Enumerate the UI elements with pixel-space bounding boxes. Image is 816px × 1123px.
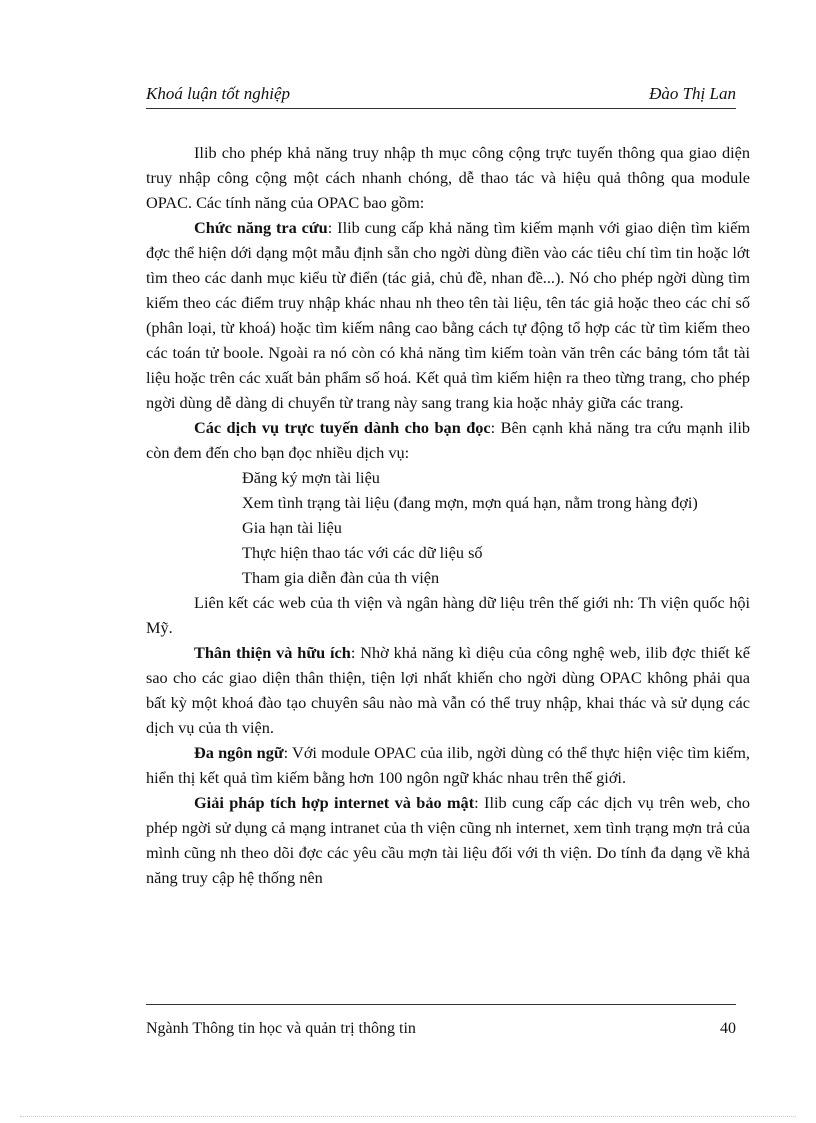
services-text: : Bên cạnh khả năng tra cứu mạnh ilib còn đem đến cho bạn đọc nhiều dịch vụ: [146,418,751,462]
list-item: Gia hạn tài liệu [242,518,342,537]
multilang-text: : Với module OPAC của ilib, ngời dùng có thể thực hiện việc tìm kiếm, hiển thị kết quả tìm kiếm bằng hơn 100 ngôn ngữ khác nhau trên thế giới. [146,743,750,787]
list-item: Đăng ký mợn tài liệu [242,468,380,487]
page-number: 40 [720,1020,736,1037]
links-paragraph: Liên kết các web của th viện và ngân hàng dữ liệu trên thế giới nh: Th viện quốc hội Mỹ. [146,593,750,637]
multilang-paragraph [146,740,750,790]
list-item: Tham gia diễn đàn của th viện [242,568,440,587]
search-term: Chức năng tra cứu [194,218,328,237]
page-bottom-border [20,1116,796,1117]
header-author: Đào Thị Lan [649,84,736,103]
security-paragraph [146,790,750,890]
header-title: Khoá luận tốt nghiệp [146,84,291,103]
intro-paragraph: Ilib cho phép khả năng truy nhập th mục công cộng trực tuyến thông qua giao diện truy nhập công cộng một cách nhanh chóng, dễ thao tác và hiệu quả thông qua module OPAC. Các tính năng của OPAC bao gồm: [146,143,750,212]
security-text: : Ilib cung cấp các dịch vụ trên web, cho phép ngời sử dụng cả mạng intranet của th viện cũng nh internet, xem tình trạng mợn trả của mình cũng nh theo dõi đợc các yêu cầu mợn tài liệu đối với th viện. Do tính đa dạng về khả năng truy cập hệ thống nên [146,793,750,887]
friendly-paragraph [146,640,750,740]
services-paragraph [146,415,750,465]
multilang-term: Đa ngôn ngữ [194,743,284,762]
services-term: Các dịch vụ trực tuyến dành cho bạn đọc [194,418,491,437]
document-body [146,140,750,890]
friendly-term: Thân thiện và hữu ích [194,643,351,662]
search-paragraph [146,215,750,415]
footer-divider [146,1004,736,1005]
search-text: : Ilib cung cấp khả năng tìm kiếm mạnh với giao diện tìm kiếm đợc thể hiện dới dạng một mẫu định sẵn cho ngời dùng điền vào các tiêu chí tìm tin hoặc lớt tìm theo các danh mục kiểu từ điển (tác giả, chủ đề, nhan đề...). Nó cho phép ngời dùng tìm kiếm theo các điểm truy nhập khác nhau nh theo tên tài liệu, tên tác giả hoặc theo các chỉ số (phân loại, từ khoá) hoặc tìm kiếm nâng cao bằng cách tự động tổ hợp các từ tìm kiếm theo các toán tử boole. Ngoài ra nó còn có khả năng tìm kiếm toàn văn trên các bảng tóm tắt tài liệu hoặc trên các xuất bản phẩm số hoá. Kết quả tìm kiếm hiện ra theo từng trang, cho phép ngời dùng dễ dàng di chuyển từ trang này sang trang kia hoặc nhảy giữa các trang. [146,218,750,412]
page-header [146,84,736,109]
page-footer [146,1020,736,1038]
friendly-text: : Nhờ khả năng kì diệu của công nghệ web, ilib đợc thiết kế sao cho các giao diện thân thiện, tiện lợi nhất khiến cho ngời dùng OPAC không phải qua bất kỳ một khoá đào tạo chuyên sâu nào mà vẫn có thể truy nhập, khai thác và sử dụng các dịch vụ của th viện. [146,643,750,737]
list-item: Xem tình trạng tài liệu (đang mợn, mợn quá hạn, nằm trong hàng đợi) [242,493,698,512]
list-item: Thực hiện thao tác với các dữ liệu số [242,543,483,562]
footer-department: Ngành Thông tin học và quản trị thông tin [146,1020,416,1037]
security-term: Giải pháp tích hợp internet và bảo mật [194,793,475,812]
